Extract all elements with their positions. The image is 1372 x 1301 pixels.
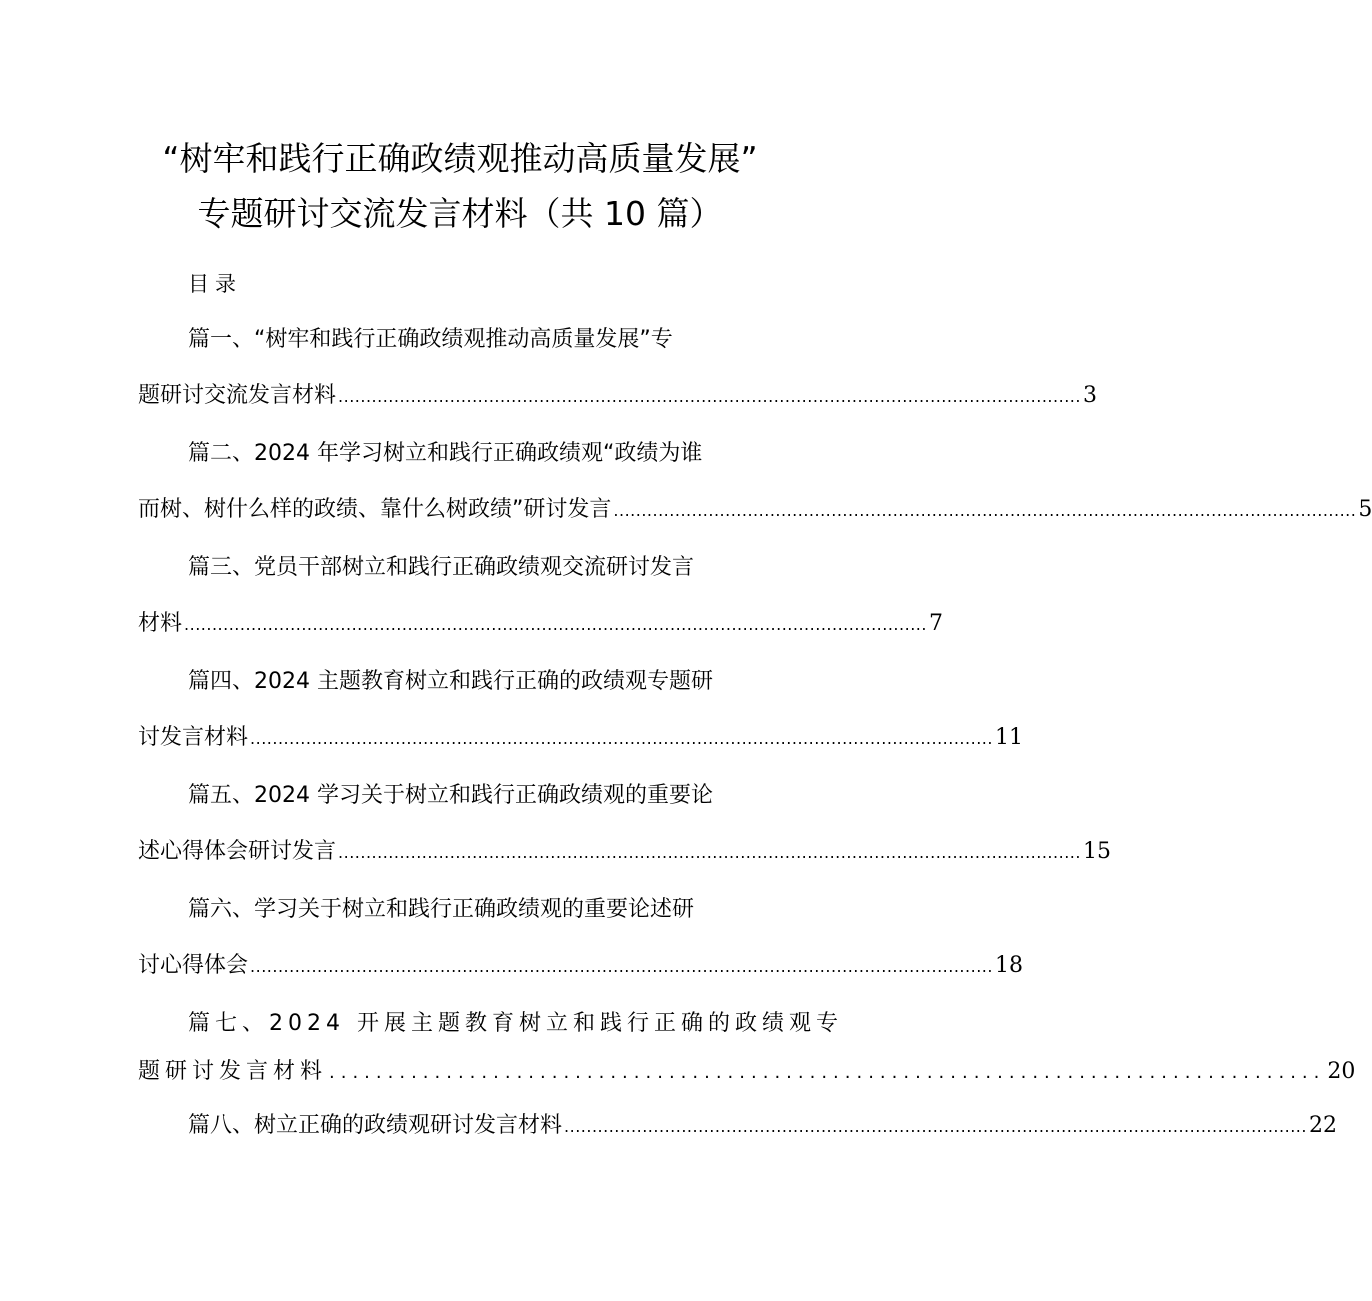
toc-entry-5-line-2[interactable] [138, 834, 1111, 865]
toc-entry-2-leader: ..................................................................................................................................... [613, 501, 1357, 520]
toc-entry-2-page: 5 [1358, 497, 1372, 522]
toc-entry-4-leader: ..................................................................................................................................... [250, 729, 993, 748]
toc-entry-1-line-1[interactable]: 篇一、“树牢和践行正确政绩观推动高质量发展”专 [188, 327, 673, 352]
toc-entry-4-line-2[interactable] [138, 720, 1023, 751]
toc-entry-2-line-2[interactable] [138, 492, 1372, 523]
toc-entry-2-line-1[interactable]: 篇二、2024 年学习树立和践行正确政绩观“政绩为谁 [188, 441, 703, 466]
toc-entry-3-page: 7 [928, 611, 943, 636]
toc-entry-7-text: 题研讨发言材料 [138, 1059, 328, 1084]
toc-entry-8-page: 22 [1308, 1113, 1337, 1138]
toc-entry-5-leader: ..................................................................................................................................... [338, 843, 1081, 862]
toc-entry-4-page: 11 [994, 725, 1023, 750]
toc-entry-6-line-1[interactable]: 篇六、学习关于树立和践行正确政绩观的重要论述研 [188, 897, 695, 922]
toc-entry-3-text: 材料 [138, 611, 183, 636]
toc-entry-3-line-2[interactable] [138, 606, 943, 637]
toc-entry-5-page: 15 [1082, 839, 1111, 864]
toc-entry-3-line-1[interactable]: 篇三、党员干部树立和践行正确政绩观交流研讨发言 [188, 555, 695, 580]
toc-entry-7-line-1[interactable]: 篇七、2024 开展主题教育树立和践行正确的政绩观专 [188, 1011, 843, 1036]
toc-entry-2-text: 而树、树什么样的政绩、靠什么树政绩”研讨发言 [138, 497, 612, 522]
toc-entry-7-page: 20 [1327, 1059, 1356, 1084]
toc-heading: 目录 [188, 272, 242, 296]
toc-entry-4-line-1[interactable]: 篇四、2024 主题教育树立和践行正确的政绩观专题研 [188, 669, 713, 694]
toc-entry-3-leader: ..................................................................................................................................... [184, 615, 927, 634]
toc-entry-1-line-2[interactable] [138, 378, 1097, 409]
toc-entry-7-line-2[interactable] [138, 1054, 1356, 1085]
toc-entry-8-text: 篇八、树立正确的政绩观研讨发言材料 [188, 1113, 563, 1138]
toc-entry-5-line-1[interactable]: 篇五、2024 学习关于树立和践行正确政绩观的重要论 [188, 783, 713, 808]
toc-entry-8-line-1[interactable] [188, 1108, 1337, 1139]
toc-entry-1-page: 3 [1082, 383, 1097, 408]
document-title-line-2: 专题研讨交流发言材料（共 10 篇） [197, 194, 723, 233]
toc-entry-6-text: 讨心得体会 [138, 953, 249, 978]
toc-entry-5-text: 述心得体会研讨发言 [138, 839, 337, 864]
toc-entry-8-leader: ..................................................................................................................................... [564, 1117, 1307, 1136]
document-title-line-1: “树牢和践行正确政绩观推动高质量发展” [162, 139, 758, 178]
toc-entry-6-leader: ..................................................................................................................................... [250, 957, 993, 976]
toc-entry-7-leader: ..................................................................................... [329, 1062, 1326, 1083]
toc-entry-6-line-2[interactable] [138, 948, 1023, 979]
toc-entry-6-page: 18 [994, 953, 1023, 978]
toc-entry-1-leader: ..................................................................................................................................... [338, 387, 1081, 406]
toc-entry-1-text: 题研讨交流发言材料 [138, 383, 337, 408]
toc-entry-4-text: 讨发言材料 [138, 725, 249, 750]
